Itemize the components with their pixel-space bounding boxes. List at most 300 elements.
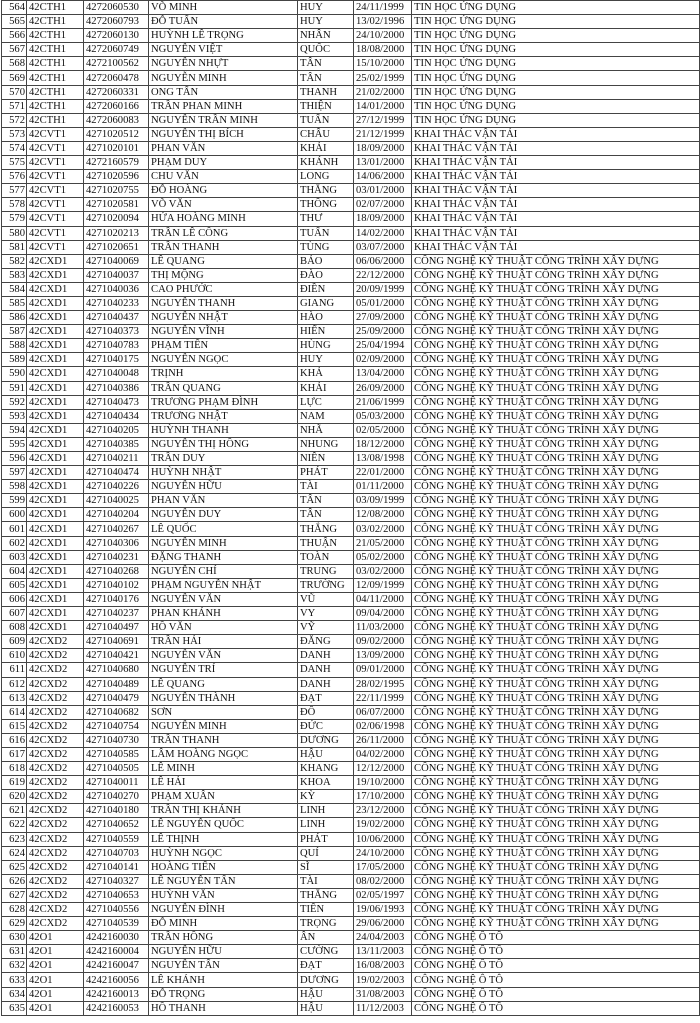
major-cell: CÔNG NGHỆ KỸ THUẬT CÔNG TRÌNH XÂY DỰNG [412, 508, 700, 522]
given-name-cell: HÀO [298, 311, 354, 325]
table-row [2, 99, 700, 113]
class-code-cell: 42CXD2 [27, 776, 84, 790]
surname-middle-name-cell: TRẦN HỒNG [149, 931, 298, 945]
table-row [2, 212, 700, 226]
major-cell: TIN HỌC ỨNG DỤNG [412, 43, 700, 57]
student-id-cell: 4271040204 [84, 508, 149, 522]
major-cell: CÔNG NGHỆ KỸ THUẬT CÔNG TRÌNH XÂY DỰNG [412, 466, 700, 480]
given-name-cell: NAM [298, 409, 354, 423]
given-name-cell: TRỌNG [298, 917, 354, 931]
major-cell: TIN HỌC ỨNG DỤNG [412, 99, 700, 113]
given-name-cell: TÀI [298, 874, 354, 888]
class-code-cell: 42CXD2 [27, 903, 84, 917]
table-row [2, 804, 700, 818]
major-cell: CÔNG NGHỆ KỸ THUẬT CÔNG TRÌNH XÂY DỰNG [412, 832, 700, 846]
row-number-cell: 598 [2, 480, 27, 494]
student-id-cell: 4271040268 [84, 564, 149, 578]
row-number-cell: 628 [2, 903, 27, 917]
student-id-cell: 4271040180 [84, 804, 149, 818]
class-code-cell: 42CTH1 [27, 43, 84, 57]
date-of-birth-cell: 03/02/2000 [354, 522, 412, 536]
table-row [2, 339, 700, 353]
student-id-cell: 4271040037 [84, 268, 149, 282]
surname-middle-name-cell: LÂM HOÀNG NGỌC [149, 747, 298, 761]
major-cell: CÔNG NGHỆ KỸ THUẬT CÔNG TRÌNH XÂY DỰNG [412, 607, 700, 621]
student-id-cell: 4272060130 [84, 29, 149, 43]
major-cell: CÔNG NGHỆ KỸ THUẬT CÔNG TRÌNH XÂY DỰNG [412, 578, 700, 592]
row-number-cell: 596 [2, 452, 27, 466]
major-cell: CÔNG NGHỆ KỸ THUẬT CÔNG TRÌNH XÂY DỰNG [412, 776, 700, 790]
row-number-cell: 617 [2, 747, 27, 761]
student-id-cell: 4242160056 [84, 973, 149, 987]
student-id-cell: 4272060793 [84, 15, 149, 29]
class-code-cell: 42CXD2 [27, 846, 84, 860]
class-code-cell: 42CXD2 [27, 790, 84, 804]
student-id-cell: 4271040306 [84, 536, 149, 550]
class-code-cell: 42CXD1 [27, 452, 84, 466]
class-code-cell: 42CXD1 [27, 353, 84, 367]
date-of-birth-cell: 21/06/1999 [354, 395, 412, 409]
surname-middle-name-cell: CAO PHƯỚC [149, 282, 298, 296]
student-id-cell: 4242160030 [84, 931, 149, 945]
table-row [2, 607, 700, 621]
major-cell: KHAI THÁC VẬN TẢI [412, 141, 700, 155]
row-number-cell: 632 [2, 959, 27, 973]
row-number-cell: 577 [2, 184, 27, 198]
table-row [2, 113, 700, 127]
major-cell: CÔNG NGHỆ KỸ THUẬT CÔNG TRÌNH XÂY DỰNG [412, 494, 700, 508]
date-of-birth-cell: 12/08/2000 [354, 508, 412, 522]
major-cell: CÔNG NGHỆ KỸ THUẬT CÔNG TRÌNH XÂY DỰNG [412, 381, 700, 395]
table-row [2, 268, 700, 282]
given-name-cell: HUY [298, 15, 354, 29]
table-row [2, 311, 700, 325]
given-name-cell: PHÁT [298, 466, 354, 480]
date-of-birth-cell: 19/06/1993 [354, 903, 412, 917]
table-row [2, 508, 700, 522]
class-code-cell: 42CXD1 [27, 325, 84, 339]
surname-middle-name-cell: PHAN VĂN [149, 494, 298, 508]
date-of-birth-cell: 19/02/2000 [354, 818, 412, 832]
student-id-cell: 4271040226 [84, 480, 149, 494]
table-row [2, 846, 700, 860]
table-row [2, 776, 700, 790]
student-id-cell: 4271040231 [84, 550, 149, 564]
major-cell: CÔNG NGHỆ Ô TÔ [412, 931, 700, 945]
student-id-cell: 4271040754 [84, 719, 149, 733]
class-code-cell: 42O1 [27, 987, 84, 1001]
surname-middle-name-cell: TRƯƠNG NHẬT [149, 409, 298, 423]
given-name-cell: HUY [298, 1, 354, 15]
surname-middle-name-cell: LÊ NGUYỄN TẤN [149, 874, 298, 888]
major-cell: CÔNG NGHỆ KỸ THUẬT CÔNG TRÌNH XÂY DỰNG [412, 818, 700, 832]
date-of-birth-cell: 13/08/1998 [354, 452, 412, 466]
date-of-birth-cell: 02/05/2000 [354, 423, 412, 437]
given-name-cell: CHÂU [298, 127, 354, 141]
given-name-cell: TUẤN [298, 226, 354, 240]
class-code-cell: 42CXD2 [27, 635, 84, 649]
date-of-birth-cell: 08/02/2000 [354, 874, 412, 888]
row-number-cell: 591 [2, 381, 27, 395]
date-of-birth-cell: 04/02/2000 [354, 747, 412, 761]
date-of-birth-cell: 09/04/2000 [354, 607, 412, 621]
surname-middle-name-cell: NGUYỄN MINH [149, 536, 298, 550]
date-of-birth-cell: 31/08/2003 [354, 987, 412, 1001]
row-number-cell: 620 [2, 790, 27, 804]
date-of-birth-cell: 22/11/1999 [354, 691, 412, 705]
surname-middle-name-cell: PHAN KHÁNH [149, 607, 298, 621]
date-of-birth-cell: 26/11/2000 [354, 733, 412, 747]
row-number-cell: 573 [2, 127, 27, 141]
class-code-cell: 42CXD1 [27, 311, 84, 325]
major-cell: TIN HỌC ỨNG DỤNG [412, 29, 700, 43]
surname-middle-name-cell: CHU VĂN [149, 170, 298, 184]
date-of-birth-cell: 02/07/2000 [354, 198, 412, 212]
given-name-cell: TIẾN [298, 903, 354, 917]
row-number-cell: 592 [2, 395, 27, 409]
table-row [2, 254, 700, 268]
date-of-birth-cell: 11/12/2003 [354, 1001, 412, 1015]
table-row [2, 888, 700, 902]
table-row [2, 395, 700, 409]
surname-middle-name-cell: TRẦN HẢI [149, 635, 298, 649]
given-name-cell: SĨ [298, 860, 354, 874]
class-code-cell: 42O1 [27, 1001, 84, 1015]
table-row [2, 578, 700, 592]
date-of-birth-cell: 24/10/2000 [354, 29, 412, 43]
class-code-cell: 42CXD2 [27, 888, 84, 902]
surname-middle-name-cell: NGUYỄN VĂN [149, 649, 298, 663]
major-cell: CÔNG NGHỆ KỸ THUẬT CÔNG TRÌNH XÂY DỰNG [412, 888, 700, 902]
major-cell: KHAI THÁC VẬN TẢI [412, 127, 700, 141]
date-of-birth-cell: 27/12/1999 [354, 113, 412, 127]
major-cell: TIN HỌC ỨNG DỤNG [412, 1, 700, 15]
student-id-cell: 4271020213 [84, 226, 149, 240]
given-name-cell: HẬU [298, 747, 354, 761]
surname-middle-name-cell: HOÀNG TIẾN [149, 860, 298, 874]
table-row [2, 141, 700, 155]
date-of-birth-cell: 03/02/2000 [354, 564, 412, 578]
major-cell: CÔNG NGHỆ KỸ THUẬT CÔNG TRÌNH XÂY DỰNG [412, 635, 700, 649]
class-code-cell: 42CXD1 [27, 339, 84, 353]
surname-middle-name-cell: NGUYỄN THÀNH [149, 691, 298, 705]
row-number-cell: 635 [2, 1001, 27, 1015]
table-row [2, 367, 700, 381]
given-name-cell: DANH [298, 663, 354, 677]
date-of-birth-cell: 02/09/2000 [354, 353, 412, 367]
row-number-cell: 582 [2, 254, 27, 268]
surname-middle-name-cell: TRẦN THANH [149, 733, 298, 747]
row-number-cell: 615 [2, 719, 27, 733]
surname-middle-name-cell: NGUYỄN THỊ BÍCH [149, 127, 298, 141]
class-code-cell: 42CXD1 [27, 536, 84, 550]
major-cell: CÔNG NGHỆ Ô TÔ [412, 1001, 700, 1015]
surname-middle-name-cell: ĐỖ MINH [149, 917, 298, 931]
class-code-cell: 42CXD1 [27, 296, 84, 310]
given-name-cell: HIỂN [298, 325, 354, 339]
student-id-cell: 4271020596 [84, 170, 149, 184]
class-code-cell: 42O1 [27, 945, 84, 959]
student-id-cell: 4242160004 [84, 945, 149, 959]
surname-middle-name-cell: HỒ VĂN [149, 621, 298, 635]
class-code-cell: 42CVT1 [27, 198, 84, 212]
date-of-birth-cell: 20/09/1999 [354, 282, 412, 296]
row-number-cell: 625 [2, 860, 27, 874]
given-name-cell: KHẢ [298, 367, 354, 381]
row-number-cell: 593 [2, 409, 27, 423]
table-row [2, 494, 700, 508]
major-cell: KHAI THÁC VẬN TẢI [412, 226, 700, 240]
student-id-cell: 4272060749 [84, 43, 149, 57]
table-row [2, 550, 700, 564]
table-row [2, 240, 700, 254]
major-cell: CÔNG NGHỆ KỸ THUẬT CÔNG TRÌNH XÂY DỰNG [412, 437, 700, 451]
student-rows [2, 1, 700, 1016]
surname-middle-name-cell: TRẦN LÊ CÔNG [149, 226, 298, 240]
row-number-cell: 572 [2, 113, 27, 127]
table-row [2, 409, 700, 423]
student-id-cell: 4271040175 [84, 353, 149, 367]
surname-middle-name-cell: NGUYỄN THANH [149, 296, 298, 310]
date-of-birth-cell: 25/09/2000 [354, 325, 412, 339]
class-code-cell: 42CTH1 [27, 99, 84, 113]
table-row [2, 127, 700, 141]
major-cell: CÔNG NGHỆ KỸ THUẬT CÔNG TRÌNH XÂY DỰNG [412, 564, 700, 578]
given-name-cell: ÂN [298, 931, 354, 945]
row-number-cell: 619 [2, 776, 27, 790]
row-number-cell: 627 [2, 888, 27, 902]
surname-middle-name-cell: VÕ VĂN [149, 198, 298, 212]
row-number-cell: 589 [2, 353, 27, 367]
major-cell: CÔNG NGHỆ KỸ THUẬT CÔNG TRÌNH XÂY DỰNG [412, 663, 700, 677]
surname-middle-name-cell: LÊ KHÁNH [149, 973, 298, 987]
table-row [2, 437, 700, 451]
row-number-cell: 634 [2, 987, 27, 1001]
student-id-cell: 4272060530 [84, 1, 149, 15]
row-number-cell: 606 [2, 592, 27, 606]
table-row [2, 296, 700, 310]
table-row [2, 818, 700, 832]
given-name-cell: THẮNG [298, 522, 354, 536]
student-id-cell: 4272100562 [84, 57, 149, 71]
given-name-cell: VŨ [298, 592, 354, 606]
table-row [2, 57, 700, 71]
surname-middle-name-cell: NGUYỄN MINH [149, 71, 298, 85]
given-name-cell: NHUNG [298, 437, 354, 451]
surname-middle-name-cell: PHẠM XUÂN [149, 790, 298, 804]
given-name-cell: KHÁNH [298, 156, 354, 170]
row-number-cell: 624 [2, 846, 27, 860]
surname-middle-name-cell: PHẠM TIẾN [149, 339, 298, 353]
given-name-cell: DƯƠNG [298, 733, 354, 747]
class-code-cell: 42CXD2 [27, 719, 84, 733]
class-code-cell: 42CXD2 [27, 804, 84, 818]
date-of-birth-cell: 14/06/2000 [354, 170, 412, 184]
class-code-cell: 42CTH1 [27, 113, 84, 127]
table-row [2, 747, 700, 761]
given-name-cell: DANH [298, 677, 354, 691]
major-cell: CÔNG NGHỆ KỸ THUẬT CÔNG TRÌNH XÂY DỰNG [412, 860, 700, 874]
date-of-birth-cell: 24/10/2000 [354, 846, 412, 860]
major-cell: CÔNG NGHỆ KỸ THUẬT CÔNG TRÌNH XÂY DỰNG [412, 874, 700, 888]
date-of-birth-cell: 02/06/1998 [354, 719, 412, 733]
date-of-birth-cell: 06/07/2000 [354, 705, 412, 719]
row-number-cell: 604 [2, 564, 27, 578]
class-code-cell: 42CVT1 [27, 141, 84, 155]
row-number-cell: 580 [2, 226, 27, 240]
class-code-cell: 42CVT1 [27, 184, 84, 198]
row-number-cell: 569 [2, 71, 27, 85]
date-of-birth-cell: 14/02/2000 [354, 226, 412, 240]
student-id-cell: 4271040473 [84, 395, 149, 409]
table-row [2, 170, 700, 184]
given-name-cell: THẮNG [298, 184, 354, 198]
given-name-cell: VỸ [298, 621, 354, 635]
date-of-birth-cell: 02/05/1997 [354, 888, 412, 902]
table-row [2, 381, 700, 395]
surname-middle-name-cell: NGUYỄN CHÍ [149, 564, 298, 578]
date-of-birth-cell: 26/09/2000 [354, 381, 412, 395]
major-cell: CÔNG NGHỆ KỸ THUẬT CÔNG TRÌNH XÂY DỰNG [412, 480, 700, 494]
student-id-cell: 4271020101 [84, 141, 149, 155]
major-cell: TIN HỌC ỨNG DỤNG [412, 71, 700, 85]
row-number-cell: 587 [2, 325, 27, 339]
surname-middle-name-cell: PHẠM DUY [149, 156, 298, 170]
table-row [2, 1001, 700, 1015]
given-name-cell: LINH [298, 818, 354, 832]
given-name-cell: TÂN [298, 494, 354, 508]
student-id-cell: 4271040474 [84, 466, 149, 480]
class-code-cell: 42CXD1 [27, 550, 84, 564]
major-cell: CÔNG NGHỆ KỸ THUẬT CÔNG TRÌNH XÂY DỰNG [412, 621, 700, 635]
given-name-cell: HUY [298, 353, 354, 367]
row-number-cell: 612 [2, 677, 27, 691]
class-code-cell: 42CXD1 [27, 423, 84, 437]
class-code-cell: 42O1 [27, 931, 84, 945]
major-cell: KHAI THÁC VẬN TẢI [412, 156, 700, 170]
student-id-cell: 4272060083 [84, 113, 149, 127]
student-id-cell: 4271040783 [84, 339, 149, 353]
major-cell: CÔNG NGHỆ KỸ THUẬT CÔNG TRÌNH XÂY DỰNG [412, 903, 700, 917]
class-code-cell: 42CXD1 [27, 607, 84, 621]
class-code-cell: 42CXD2 [27, 677, 84, 691]
table-row [2, 184, 700, 198]
row-number-cell: 578 [2, 198, 27, 212]
class-code-cell: 42CXD2 [27, 691, 84, 705]
date-of-birth-cell: 05/02/2000 [354, 550, 412, 564]
given-name-cell: KHẢI [298, 141, 354, 155]
major-cell: CÔNG NGHỆ KỸ THUẬT CÔNG TRÌNH XÂY DỰNG [412, 268, 700, 282]
class-code-cell: 42CXD2 [27, 860, 84, 874]
surname-middle-name-cell: HUỲNH NHẬT [149, 466, 298, 480]
major-cell: CÔNG NGHỆ KỸ THUẬT CÔNG TRÌNH XÂY DỰNG [412, 677, 700, 691]
given-name-cell: THUẬN [298, 536, 354, 550]
given-name-cell: TÂN [298, 57, 354, 71]
surname-middle-name-cell: LÊ NGUYỄN QUỐC [149, 818, 298, 832]
given-name-cell: TRUNG [298, 564, 354, 578]
major-cell: TIN HỌC ỨNG DỤNG [412, 113, 700, 127]
student-id-cell: 4271040434 [84, 409, 149, 423]
major-cell: CÔNG NGHỆ Ô TÔ [412, 945, 700, 959]
table-row [2, 43, 700, 57]
given-name-cell: GIANG [298, 296, 354, 310]
surname-middle-name-cell: NGUYỄN MINH [149, 719, 298, 733]
table-row [2, 649, 700, 663]
given-name-cell: ĐIỀN [298, 282, 354, 296]
table-row [2, 621, 700, 635]
student-id-cell: 4242160013 [84, 987, 149, 1001]
major-cell: CÔNG NGHỆ KỸ THUẬT CÔNG TRÌNH XÂY DỰNG [412, 282, 700, 296]
major-cell: CÔNG NGHỆ KỸ THUẬT CÔNG TRÌNH XÂY DỰNG [412, 762, 700, 776]
student-id-cell: 4271040011 [84, 776, 149, 790]
major-cell: CÔNG NGHỆ KỸ THUẬT CÔNG TRÌNH XÂY DỰNG [412, 846, 700, 860]
given-name-cell: LINH [298, 804, 354, 818]
date-of-birth-cell: 09/01/2000 [354, 663, 412, 677]
table-row [2, 945, 700, 959]
row-number-cell: 629 [2, 917, 27, 931]
surname-middle-name-cell: NGUYỄN NHẬT [149, 311, 298, 325]
surname-middle-name-cell: NGUYỄN VĂN [149, 592, 298, 606]
row-number-cell: 621 [2, 804, 27, 818]
row-number-cell: 590 [2, 367, 27, 381]
student-id-cell: 4271040730 [84, 733, 149, 747]
row-number-cell: 623 [2, 832, 27, 846]
surname-middle-name-cell: HUỲNH NGỌC [149, 846, 298, 860]
surname-middle-name-cell: LÊ QUANG [149, 254, 298, 268]
class-code-cell: 42CXD1 [27, 268, 84, 282]
date-of-birth-cell: 22/12/2000 [354, 268, 412, 282]
given-name-cell: PHÁT [298, 832, 354, 846]
surname-middle-name-cell: NGUYỄN THỊ HỒNG [149, 437, 298, 451]
surname-middle-name-cell: TRẦN QUANG [149, 381, 298, 395]
surname-middle-name-cell: NGUYỄN NGỌC [149, 353, 298, 367]
surname-middle-name-cell: TRƯƠNG PHẠM ĐÌNH [149, 395, 298, 409]
surname-middle-name-cell: ĐỖ HOÀNG [149, 184, 298, 198]
given-name-cell: TÀI [298, 480, 354, 494]
date-of-birth-cell: 18/12/2000 [354, 437, 412, 451]
date-of-birth-cell: 21/05/2000 [354, 536, 412, 550]
date-of-birth-cell: 23/12/2000 [354, 804, 412, 818]
date-of-birth-cell: 18/09/2000 [354, 212, 412, 226]
table-row [2, 423, 700, 437]
class-code-cell: 42CXD1 [27, 494, 84, 508]
class-code-cell: 42CXD1 [27, 381, 84, 395]
major-cell: CÔNG NGHỆ KỸ THUẬT CÔNG TRÌNH XÂY DỰNG [412, 733, 700, 747]
class-code-cell: 42CVT1 [27, 170, 84, 184]
given-name-cell: DƯƠNG [298, 973, 354, 987]
student-id-cell: 4271040653 [84, 888, 149, 902]
class-code-cell: 42CTH1 [27, 15, 84, 29]
date-of-birth-cell: 19/10/2000 [354, 776, 412, 790]
surname-middle-name-cell: HUỲNH LÊ TRỌNG [149, 29, 298, 43]
row-number-cell: 565 [2, 15, 27, 29]
table-row [2, 466, 700, 480]
table-row [2, 860, 700, 874]
student-id-cell: 4271020755 [84, 184, 149, 198]
student-id-cell: 4271040141 [84, 860, 149, 874]
class-code-cell: 42O1 [27, 959, 84, 973]
student-id-cell: 4271040437 [84, 311, 149, 325]
given-name-cell: THƯ [298, 212, 354, 226]
major-cell: CÔNG NGHỆ KỸ THUẬT CÔNG TRÌNH XÂY DỰNG [412, 804, 700, 818]
table-row [2, 874, 700, 888]
class-code-cell: 42CXD2 [27, 747, 84, 761]
row-number-cell: 616 [2, 733, 27, 747]
major-cell: CÔNG NGHỆ KỸ THUẬT CÔNG TRÌNH XÂY DỰNG [412, 592, 700, 606]
row-number-cell: 608 [2, 621, 27, 635]
table-row [2, 635, 700, 649]
surname-middle-name-cell: NGUYỄN ĐÌNH [149, 903, 298, 917]
